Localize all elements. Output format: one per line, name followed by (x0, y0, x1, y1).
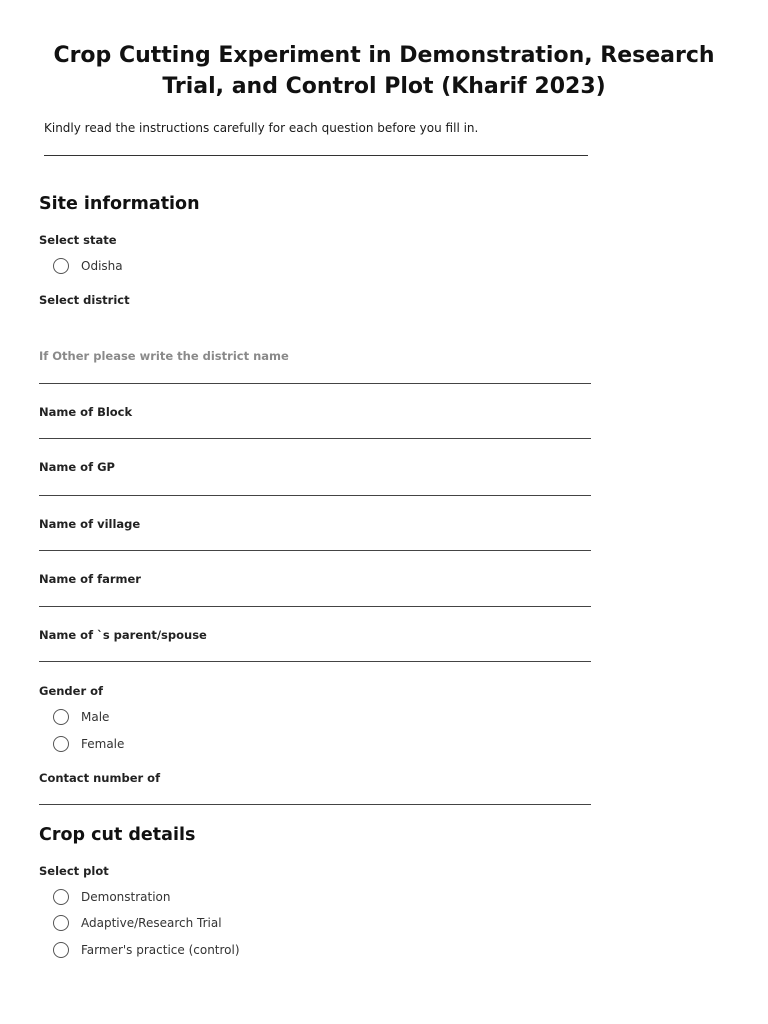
gp-field[interactable] (39, 495, 591, 496)
farmer-field[interactable] (39, 606, 591, 607)
instructions-divider (44, 155, 588, 156)
farmer-label: Name of farmer (39, 572, 141, 586)
radio-button[interactable] (53, 942, 69, 958)
plot-option-farmers-practice[interactable] (53, 940, 240, 960)
radio-button[interactable] (53, 258, 69, 274)
gender-option-female[interactable] (53, 734, 124, 754)
parent-spouse-field[interactable] (39, 661, 591, 662)
gender-option-male[interactable] (53, 707, 109, 727)
option-label: Farmer's practice (control) (81, 943, 240, 957)
contact-label: Contact number of (39, 771, 161, 785)
crop-cut-details-heading: Crop cut details (39, 825, 196, 845)
radio-button[interactable] (53, 736, 69, 752)
parent-spouse-label: Name of `s parent/spouse (39, 628, 207, 642)
village-label: Name of village (39, 517, 141, 531)
state-option-odisha[interactable] (53, 256, 123, 276)
gp-label: Name of GP (39, 460, 115, 474)
option-label: Male (81, 710, 110, 724)
gender-label: Gender of (39, 684, 104, 698)
option-label: Adaptive/Research Trial (81, 916, 222, 930)
other-district-field[interactable] (39, 383, 591, 384)
option-label: Female (81, 737, 125, 751)
site-information-heading: Site information (39, 194, 200, 214)
option-label: Demonstration (81, 890, 171, 904)
plot-option-demonstration[interactable] (53, 887, 171, 907)
option-label: Odisha (81, 259, 123, 273)
plot-option-research-trial[interactable] (53, 913, 222, 933)
form-instructions: Kindly read the instructions carefully for each question before you fill in. (44, 121, 479, 135)
select-plot-label: Select plot (39, 864, 109, 878)
village-field[interactable] (39, 550, 591, 551)
contact-field[interactable] (39, 804, 591, 805)
form-title: Crop Cutting Experiment in Demonstration, Research Trial, and Control Plot (Kharif 2023) (53, 43, 715, 99)
select-state-label: Select state (39, 233, 117, 247)
select-district-label: Select district (39, 293, 130, 307)
radio-button[interactable] (53, 709, 69, 725)
other-district-label: If Other please write the district name (39, 349, 289, 363)
radio-button[interactable] (53, 915, 69, 931)
block-label: Name of Block (39, 405, 133, 419)
radio-button[interactable] (53, 889, 69, 905)
block-field[interactable] (39, 438, 591, 439)
